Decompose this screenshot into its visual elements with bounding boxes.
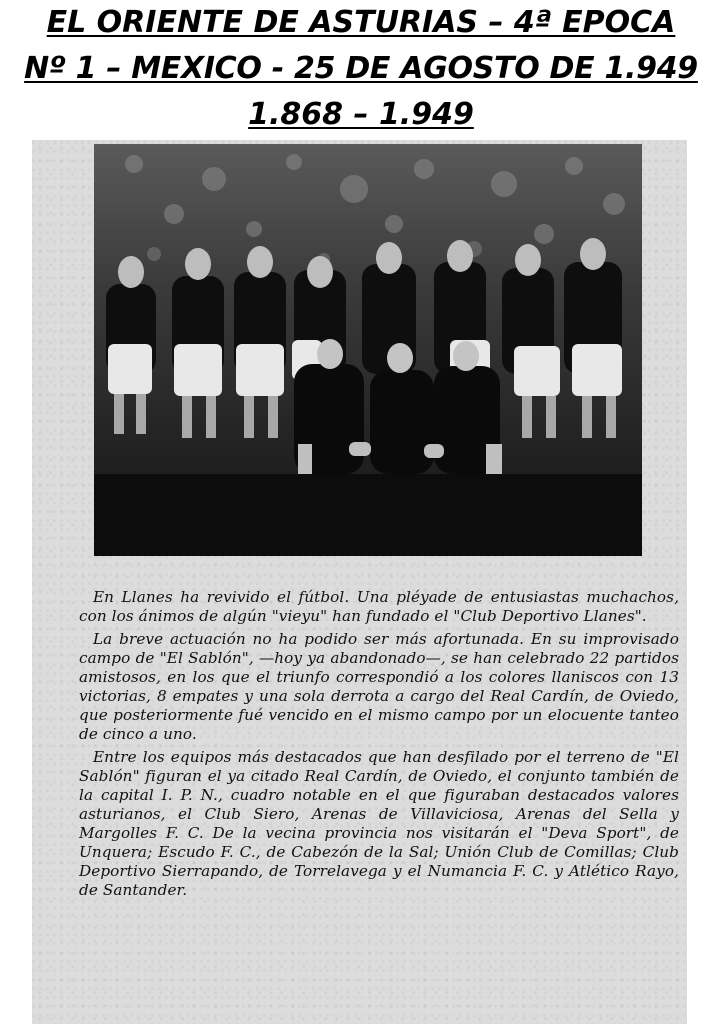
team-photo: [94, 144, 642, 556]
newspaper-clipping: [32, 140, 687, 1024]
article-text: [79, 588, 679, 904]
header-issue: Nº 1 – MEXICO - 25 DE AGOSTO DE 1.949: [24, 51, 698, 86]
article-paragraph-1: En Llanes ha revivido el fútbol. Una pléyade de entusiastas muchachos, con los ánimos de algún "vieyu" han fundado el "Club Deportivo Llanes".: [79, 588, 679, 625]
team-photo-image: [94, 144, 642, 556]
header-title: EL ORIENTE DE ASTURIAS – 4ª EPOCA: [46, 5, 676, 40]
article-paragraph-2: La breve actuación no ha podido ser más afortunada. En su improvisado campo de "El Sablón", —hoy ya abandonado—, se han celebrado 22 partidos amistosos, en los que el triunfo correspondió a los colores llaniscos con 13 victorias, 8 empates y una sola derrota a cargo del Real Cardín, de Oviedo, que posteriormente fué vencido en el mismo campo por un elocuente tanteo de cinco a uno.: [79, 630, 679, 743]
article-paragraph-3: Entre los equipos más destacados que han desfilado por el terreno de "El Sablón" figuran el ya citado Real Cardín, de Oviedo, el conjunto también de la capital I. P. N., cuadro notable en el que figuraban destacados valores asturianos, el Club Siero, Arenas de Villaviciosa, Arenas del Sella y Margolles F. C. De la vecina provincia nos visitarán el "Deva Sport", de Unquera; Escudo F. C., de Cabezón de la Sal; Unión Club de Comillas; Club Deportivo Sierrapando, de Torrelavega y el Numancia F. C. y Atlético Rayo, de Santander.: [79, 748, 679, 899]
header-years: 1.868 – 1.949: [248, 97, 474, 132]
page-header: [0, 0, 722, 138]
